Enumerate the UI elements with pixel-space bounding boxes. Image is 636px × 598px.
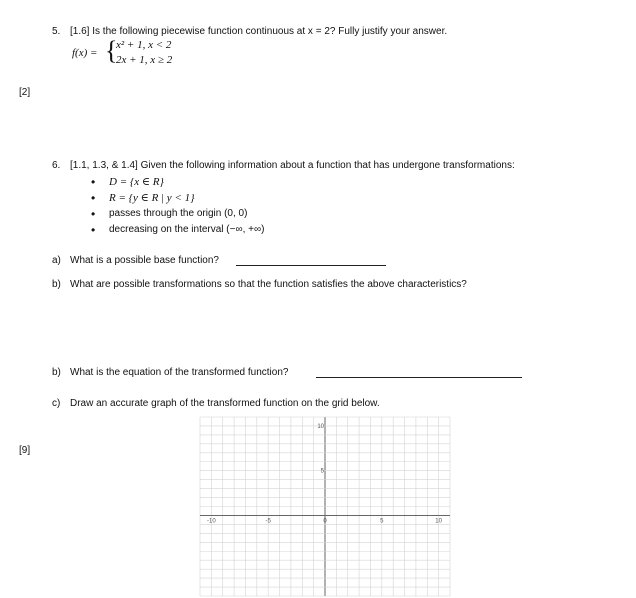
q6-part-c-text: Draw an accurate graph of the transformed function on the grid below. bbox=[70, 398, 380, 409]
q6-part-b-text: What are possible transformations so that the function satisfies the above characteristics? bbox=[70, 279, 467, 290]
q6-question-text: [1.1, 1.3, & 1.4] Given the following information about a function that has undergone transformations: bbox=[70, 160, 515, 171]
q5-piece-2: 2x + 1, x ≥ 2 bbox=[116, 54, 173, 66]
q6-part-b2-text: What is the equation of the transformed function? bbox=[70, 367, 289, 378]
q6-bullet-domain: • D = {x ∈ R} bbox=[91, 175, 164, 189]
q5-piece-1: x² + 1, x < 2 bbox=[116, 39, 172, 51]
y-tick-label: 5 bbox=[320, 468, 324, 475]
graphing-grid[interactable] bbox=[198, 415, 452, 598]
q6-part-a-label: a) bbox=[52, 255, 61, 266]
x-tick-label: -10 bbox=[207, 518, 216, 525]
q6-bullet-range: • R = {y ∈ R | y < 1} bbox=[91, 191, 195, 205]
y-tick-label: 10 bbox=[317, 423, 324, 430]
q5-marks: [2] bbox=[19, 87, 31, 98]
q6-part-b-label: b) bbox=[52, 279, 61, 290]
q6-part-a-text: What is a possible base function? bbox=[70, 255, 219, 266]
q5-number: 5. bbox=[52, 26, 61, 37]
x-tick-label: 5 bbox=[380, 518, 384, 525]
x-tick-label: 10 bbox=[435, 518, 442, 525]
q6-bullet-origin: • passes through the origin (0, 0) bbox=[91, 207, 248, 221]
q6-marks: [9] bbox=[19, 445, 31, 456]
x-tick-label: -5 bbox=[265, 518, 271, 525]
q6-part-c-label: c) bbox=[52, 398, 61, 409]
q6-part-b2-label: b) bbox=[52, 367, 61, 378]
q6-part-a-answer-line[interactable] bbox=[236, 256, 386, 266]
q6-part-b2-answer-line[interactable] bbox=[316, 368, 522, 378]
q6-characteristics-list bbox=[91, 174, 265, 238]
q6-bullet-decreasing: • decreasing on the interval (−∞, +∞) bbox=[91, 223, 265, 237]
q5-question-text: [1.6] Is the following piecewise function continuous at x = 2? Fully justify your answer. bbox=[70, 26, 448, 37]
q5-brace: { bbox=[105, 36, 118, 65]
x-tick-label: 0 bbox=[323, 518, 327, 525]
q6-number: 6. bbox=[52, 160, 61, 171]
q5-function-lhs: f(x) = bbox=[72, 47, 98, 59]
